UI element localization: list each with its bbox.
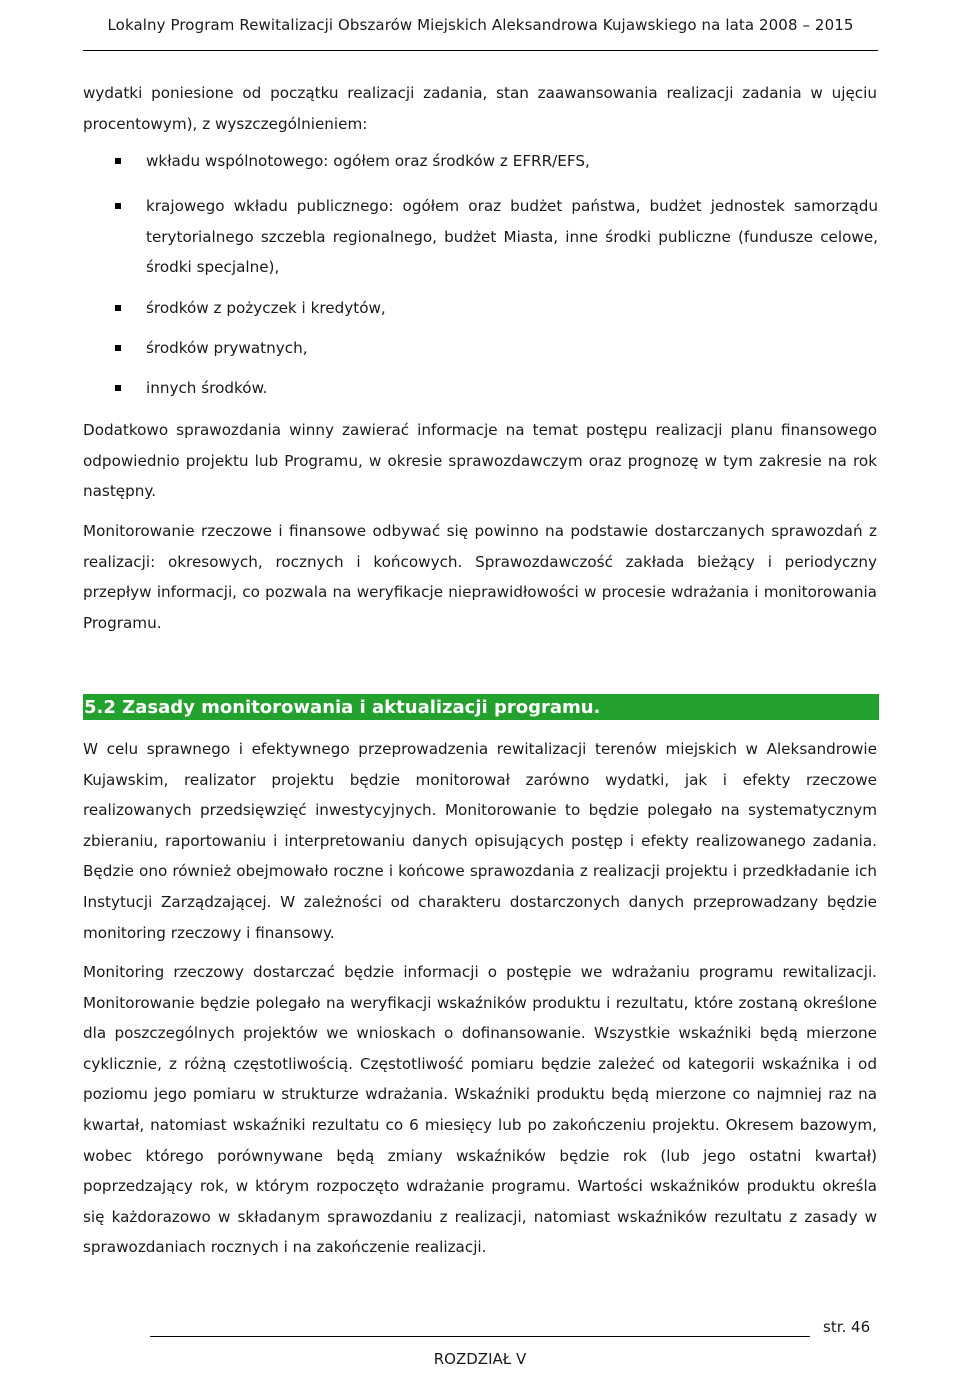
page-number: str. 46	[823, 1318, 871, 1336]
intro-paragraph: wydatki poniesione od początku realizacji zadania, stan zaawansowania realizacji zadania w ujęciu procentowym), z wyszczególnieniem:	[83, 84, 877, 133]
monitoring-paragraph: Monitorowanie rzeczowe i finansowe odbywać się powinno na podstawie dostarczanych sprawozdań z realizacji: okresowych, rocznych i końcowych. Sprawozdawczość zakłada bieżący i periodyczny przepływ informacji, co pozwala na weryfikacje nieprawidłowości w procesie wdrażania i monitorowania Programu.	[83, 522, 877, 632]
footer-divider	[150, 1336, 810, 1337]
section-heading: 5.2 Zasady monitorowania i aktualizacji programu.	[83, 694, 879, 720]
footer-chapter-label: ROZDZIAŁ V	[433, 1350, 527, 1368]
header-divider	[83, 50, 878, 51]
section-paragraph-1: W celu sprawnego i efektywnego przeprowadzenia rewitalizacji terenów miejskich w Aleksandrowie Kujawskim, realizator projektu będzie monitorował zarówno wydatki, jak i efekty rzeczowe realizowanych przedsięwzięć inwestycyjnych. Monitorowanie to będzie polegało na systematycznym zbieraniu, raportowaniu i interpretowaniu danych opisujących postęp i efekty realizowanego zadania. Będzie ono również obejmowało roczne i końcowe sprawozdania z realizacji projektu i przedkładanie ich Instytucji Zarządzającej. W zależności od charakteru dostarczonych danych przeprowadzany będzie monitoring rzeczowy i finansowy.	[83, 740, 877, 942]
list-item: środków z pożyczek i kredytów,	[146, 293, 878, 324]
list-item: krajowego wkładu publicznego: ogółem oraz budżet państwa, budżet jednostek samorządu terytorialnego szczebla regionalnego, budżet Miasta, inne środki publiczne (fundusze celowe, środki specjalne),	[146, 191, 878, 283]
list-item: innych środków.	[146, 373, 878, 404]
bullet-square-icon	[115, 305, 121, 311]
bullet-square-icon	[115, 203, 121, 209]
bullet-square-icon	[115, 158, 121, 164]
reporting-paragraph: Dodatkowo sprawozdania winny zawierać informacje na temat postępu realizacji planu finansowego odpowiednio projektu lub Programu, w okresie sprawozdawczym oraz prognozę w tym zakresie na rok następny.	[83, 421, 877, 501]
list-item: wkładu wspólnotowego: ogółem oraz środków z EFRR/EFS,	[146, 146, 878, 177]
bullet-square-icon	[115, 385, 121, 391]
bullet-square-icon	[115, 345, 121, 351]
list-item: środków prywatnych,	[146, 333, 878, 364]
section-paragraph-2: Monitoring rzeczowy dostarczać będzie informacji o postępie we wdrażaniu programu rewitalizacji. Monitorowanie będzie polegało na weryfikacji wskaźników produktu i rezultatu, które zostaną określone dla poszczególnych projektów we wnioskach o dofinansowanie. Wszystkie wskaźniki będą mierzone cyklicznie, z różną częstotliwością. Częstotliwość pomiaru będzie zależeć od kategorii wskaźnika i od poziomu jego pomiaru w strukturze wdrażania. Wskaźniki produktu będą mierzone co najmniej raz na kwartał, natomiast wskaźniki rezultatu co 6 miesięcy lub po zakończeniu projektu. Okresem bazowym, wobec którego porównywane będą zmiany wskaźników będzie rok (lub jego ostatni kwartał) poprzedzający rok, w którym rozpoczęto wdrażanie programu. Wartości wskaźników produktu określa się każdorazowo w składanym sprawozdaniu z realizacji, natomiast wskaźników rezultatu z zasady w sprawozdaniach rocznych i na zakończenie realizacji.	[83, 963, 877, 1257]
running-header: Lokalny Program Rewitalizacji Obszarów Miejskich Aleksandrowa Kujawskiego na lata 2008 – 2015	[107, 16, 854, 34]
